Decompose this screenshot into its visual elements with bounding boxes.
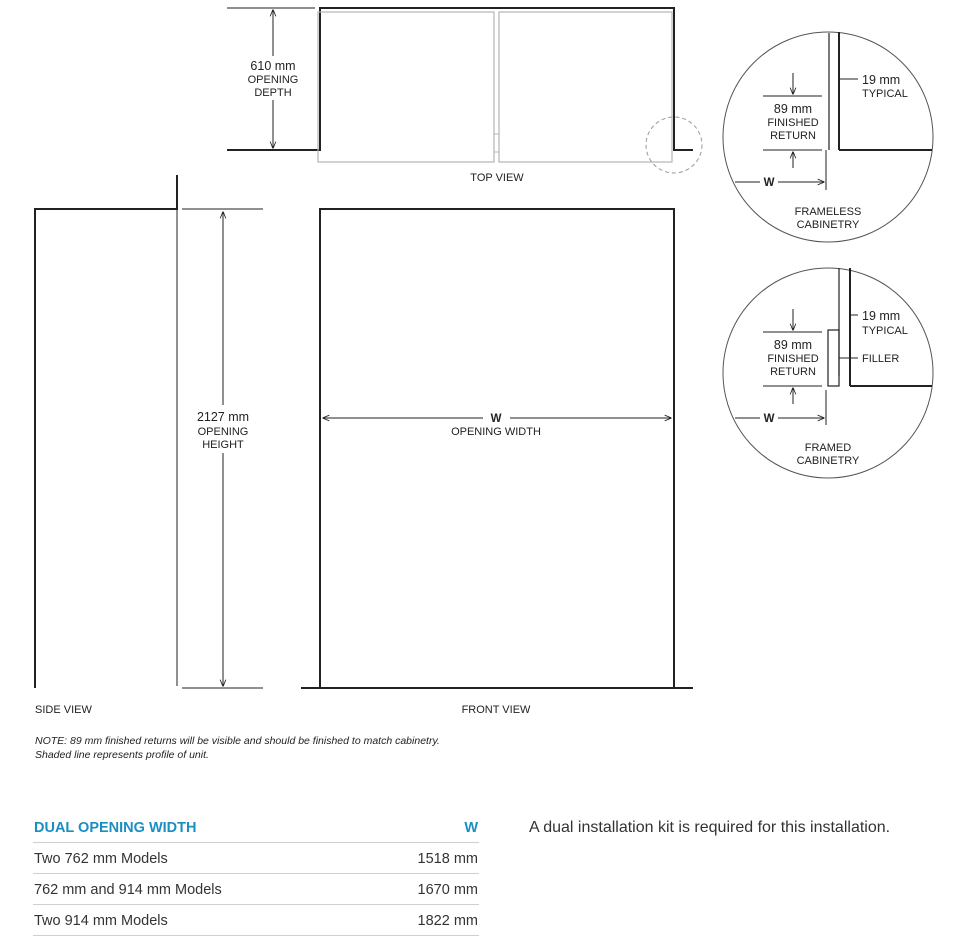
framed-return-value: 89 mm [773, 338, 813, 352]
depth-value: 610 mm [250, 59, 296, 73]
frameless-typical-value: 19 mm [862, 73, 901, 87]
side-view-outline [35, 175, 177, 688]
width-symbol: W [490, 413, 502, 425]
front-view-caption: FRONT VIEW [461, 704, 531, 716]
note-line-2: Shaded line represents profile of unit. [35, 749, 209, 761]
dual-opening-width-table [33, 818, 479, 936]
kit-requirement-note: A dual installation kit is required for this installation. [529, 819, 891, 836]
framed-caption-2: CABINETRY [796, 455, 860, 467]
row-label: 762 mm and 914 mm Models [33, 874, 369, 905]
framed-typical-value: 19 mm [862, 309, 901, 323]
table-header-label: DUAL OPENING WIDTH [33, 818, 369, 843]
frameless-w-symbol: W [763, 177, 775, 189]
row-value: 1670 mm [369, 874, 479, 905]
framed-return-label-1: FINISHED [767, 353, 819, 365]
width-label: OPENING WIDTH [451, 426, 541, 438]
detail-frameless [723, 32, 933, 242]
framed-w-symbol: W [763, 413, 775, 425]
top-view-unit-left [318, 12, 494, 162]
note-line-1: NOTE: 89 mm finished returns will be visible and should be finished to match cabinetry. [35, 735, 440, 747]
top-view-caption: TOP VIEW [470, 172, 524, 184]
front-view [301, 209, 693, 716]
depth-label-1: OPENING [247, 74, 299, 86]
frameless-return-label-2: RETURN [770, 130, 816, 142]
table-row [33, 874, 479, 905]
depth-label-2: DEPTH [254, 87, 292, 99]
row-label: Two 762 mm Models [33, 843, 369, 874]
row-value: 1822 mm [369, 905, 479, 936]
table-row [33, 843, 479, 874]
height-label-1: OPENING [197, 426, 249, 438]
table-row [33, 905, 479, 936]
framed-typical-label: TYPICAL [862, 325, 908, 337]
row-label: Two 914 mm Models [33, 905, 369, 936]
side-view [35, 175, 263, 716]
frameless-return-label-1: FINISHED [767, 117, 819, 129]
frameless-return-value: 89 mm [773, 102, 813, 116]
table-header-value: W [369, 818, 479, 843]
framed-filler-label: FILLER [862, 353, 900, 365]
framed-caption-1: FRAMED [804, 442, 852, 454]
height-value: 2127 mm [196, 410, 250, 424]
framed-return-label-2: RETURN [770, 366, 816, 378]
side-view-caption: SIDE VIEW [35, 704, 92, 716]
frameless-typical-label: TYPICAL [862, 88, 908, 100]
height-label-2: HEIGHT [202, 439, 244, 451]
top-view [227, 8, 702, 184]
row-value: 1518 mm [369, 843, 479, 874]
frameless-caption-1: FRAMELESS [794, 206, 862, 218]
front-view-outline [301, 209, 693, 688]
table-header-row [33, 818, 479, 843]
frameless-caption-2: CABINETRY [796, 219, 860, 231]
detail-framed [723, 268, 933, 478]
installation-note [35, 734, 440, 762]
